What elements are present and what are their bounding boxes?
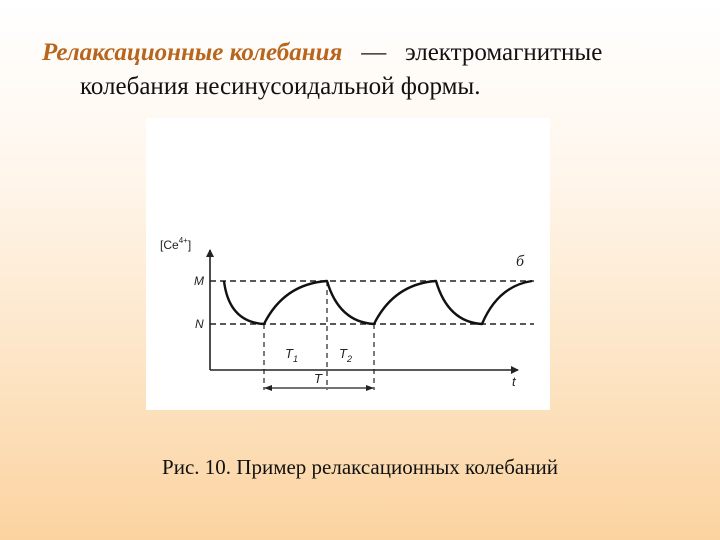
oscillation-figure [146,118,550,410]
figure-caption: Рис. 10. Пример релаксационных колебаний [162,455,558,479]
relaxation-oscillation-diagram [146,118,550,410]
heading-text-line1: электромагнитные [404,39,603,66]
lower-level-label: N [195,317,204,331]
upper-level-label: M [194,274,204,288]
t2-label: $T_2$ [339,346,352,364]
t1-label: $T_1$ [285,346,298,364]
slide-heading [42,36,682,104]
relaxation-waveform [224,281,532,324]
heading-dash: — [361,39,387,66]
y-axis-label: $[Ce^{4+}]$ [160,236,192,252]
panel-letter: б [516,253,525,270]
heading-text-line2: колебания несинусоидальной формы. [80,73,481,100]
heading-term: Релаксационные колебания [42,39,343,66]
period-label: T [314,371,322,386]
x-axis-label: t [512,374,516,389]
